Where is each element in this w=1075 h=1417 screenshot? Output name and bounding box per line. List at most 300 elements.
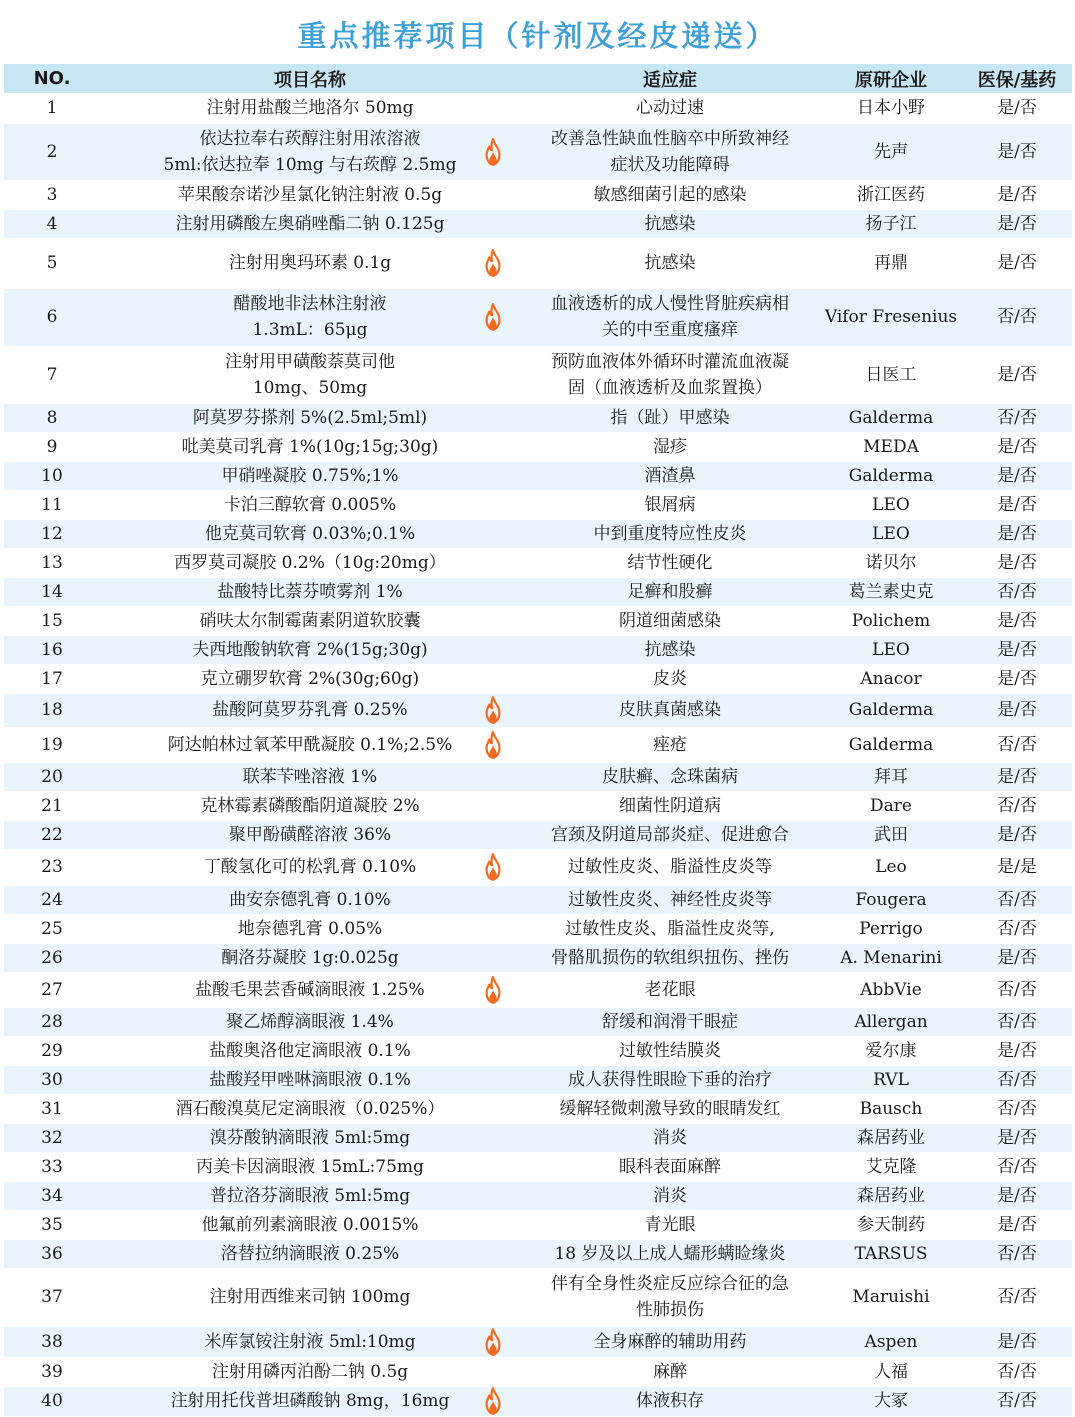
cell-insurance: 是/否 xyxy=(962,238,1072,288)
recommended-projects-table xyxy=(4,64,1072,1417)
cell-no: 22 xyxy=(4,820,100,849)
project-name-line: 5ml:依达拉奉 10mg 与右莰醇 2.5mg xyxy=(163,154,457,175)
cell-insurance: 是/否 xyxy=(962,1036,1072,1065)
indication-line: 青光眼 xyxy=(644,1214,696,1235)
table-row xyxy=(4,972,1072,1007)
cell-project-name xyxy=(100,1152,520,1181)
fire-icon xyxy=(482,303,504,331)
cell-project-name xyxy=(100,606,520,635)
cell-indication xyxy=(520,791,820,820)
cell-no: 7 xyxy=(4,346,100,403)
cell-indication xyxy=(520,1036,820,1065)
cell-no: 20 xyxy=(4,762,100,791)
page-title: 重点推荐项目（针剂及经皮递送） xyxy=(297,19,778,53)
cell-indication xyxy=(520,972,820,1007)
project-name-line: 溴芬酸钠滴眼液 5ml:5mg xyxy=(209,1127,411,1148)
cell-no: 30 xyxy=(4,1065,100,1094)
project-name-line: 聚乙烯醇滴眼液 1.4% xyxy=(226,1011,394,1032)
cell-no: 9 xyxy=(4,432,100,461)
cell-project-name xyxy=(100,727,520,762)
table-row xyxy=(4,1210,1072,1239)
cell-project-name xyxy=(100,1357,520,1386)
cell-project-name xyxy=(100,548,520,577)
cell-indication xyxy=(520,577,820,606)
cell-originator: 大冢 xyxy=(820,1386,962,1416)
cell-indication xyxy=(520,664,820,693)
cell-indication xyxy=(520,1065,820,1094)
cell-originator: LEO xyxy=(820,490,962,519)
table-row xyxy=(4,346,1072,403)
cell-indication xyxy=(520,490,820,519)
cell-no: 34 xyxy=(4,1181,100,1210)
table-row xyxy=(4,885,1072,914)
cell-project-name xyxy=(100,209,520,238)
table-row xyxy=(4,1181,1072,1210)
cell-insurance: 否/否 xyxy=(962,1268,1072,1326)
indication-line: 性肺损伤 xyxy=(636,1300,704,1320)
project-name-line: 注射用西维来司钠 100mg xyxy=(209,1287,411,1307)
project-name-line: 聚甲酚磺醛溶液 36% xyxy=(228,824,392,845)
project-name-line: 米库氯铵注射液 5ml:10mg xyxy=(204,1331,416,1352)
indication-line: 预防血液体外循环时灌流血液凝 xyxy=(551,351,789,372)
project-name-line: 盐酸奥洛他定滴眼液 0.1% xyxy=(209,1040,411,1061)
table-row xyxy=(4,1386,1072,1416)
cell-indication xyxy=(520,849,820,885)
table-row xyxy=(4,820,1072,849)
cell-indication xyxy=(520,548,820,577)
cell-originator: Galderma xyxy=(820,461,962,490)
table-header xyxy=(4,64,1072,93)
indication-line: 成人获得性眼睑下垂的治疗 xyxy=(568,1069,772,1090)
cell-indication xyxy=(520,635,820,664)
cell-insurance: 是/否 xyxy=(962,461,1072,490)
cell-project-name xyxy=(100,577,520,606)
cell-insurance: 是/否 xyxy=(962,943,1072,972)
header-project-name: 项目名称 xyxy=(100,64,520,93)
cell-project-name xyxy=(100,1036,520,1065)
cell-indication xyxy=(520,432,820,461)
cell-insurance: 是/否 xyxy=(962,606,1072,635)
indication-line: 体液积存 xyxy=(636,1391,704,1411)
cell-originator: 再鼎 xyxy=(820,238,962,288)
cell-insurance: 是/否 xyxy=(962,490,1072,519)
cell-project-name xyxy=(100,1326,520,1357)
cell-originator: Fougera xyxy=(820,885,962,914)
cell-originator: RVL xyxy=(820,1065,962,1094)
cell-project-name xyxy=(100,885,520,914)
cell-no: 17 xyxy=(4,664,100,693)
table-row xyxy=(4,238,1072,288)
project-name-line: 盐酸羟甲唑啉滴眼液 0.1% xyxy=(209,1069,411,1090)
indication-line: 阴道细菌感染 xyxy=(619,610,721,631)
cell-originator: Allergan xyxy=(820,1007,962,1036)
cell-no: 3 xyxy=(4,180,100,209)
cell-insurance: 否/否 xyxy=(962,727,1072,762)
cell-insurance: 否/否 xyxy=(962,403,1072,432)
cell-originator: 参天制药 xyxy=(820,1210,962,1239)
cell-indication xyxy=(520,461,820,490)
cell-project-name xyxy=(100,238,520,288)
cell-insurance: 否/否 xyxy=(962,1239,1072,1268)
cell-insurance: 是/否 xyxy=(962,820,1072,849)
cell-insurance: 是/否 xyxy=(962,180,1072,209)
project-name-line: 丙美卡因滴眼液 15mL:75mg xyxy=(196,1156,424,1177)
cell-project-name xyxy=(100,791,520,820)
cell-no: 29 xyxy=(4,1036,100,1065)
indication-line: 过敏性皮炎、神经性皮炎等 xyxy=(568,889,772,910)
cell-project-name xyxy=(100,1386,520,1416)
table-row xyxy=(4,1326,1072,1357)
cell-originator: TARSUS xyxy=(820,1239,962,1268)
cell-originator: Galderma xyxy=(820,693,962,727)
cell-originator: 日本小野 xyxy=(820,93,962,123)
table-row xyxy=(4,762,1072,791)
cell-insurance: 否/否 xyxy=(962,972,1072,1007)
cell-indication xyxy=(520,288,820,346)
table-row xyxy=(4,914,1072,943)
cell-no: 4 xyxy=(4,209,100,238)
cell-no: 6 xyxy=(4,288,100,346)
cell-insurance: 否/否 xyxy=(962,1357,1072,1386)
cell-no: 39 xyxy=(4,1357,100,1386)
header-originator: 原研企业 xyxy=(820,64,962,93)
table-row xyxy=(4,943,1072,972)
cell-insurance: 是/否 xyxy=(962,123,1072,180)
cell-no: 33 xyxy=(4,1152,100,1181)
cell-no: 31 xyxy=(4,1094,100,1123)
cell-project-name xyxy=(100,943,520,972)
cell-originator: Leo xyxy=(820,849,962,885)
indication-line: 舒缓和润滑干眼症 xyxy=(602,1011,738,1032)
indication-line: 酒渣鼻 xyxy=(644,465,696,486)
cell-no: 37 xyxy=(4,1268,100,1326)
indication-line: 痤疮 xyxy=(653,734,687,755)
cell-no: 23 xyxy=(4,849,100,885)
indication-line: 心动过速 xyxy=(636,97,704,118)
table-row xyxy=(4,577,1072,606)
cell-no: 11 xyxy=(4,490,100,519)
cell-originator: 森居药业 xyxy=(820,1181,962,1210)
indication-line: 眼科表面麻醉 xyxy=(619,1156,721,1177)
table-body xyxy=(4,93,1072,1416)
indication-line: 过敏性皮炎、脂溢性皮炎等 xyxy=(568,857,772,877)
project-name-line: 洛替拉纳滴眼液 0.25% xyxy=(220,1243,400,1264)
project-name-line: 盐酸特比萘芬喷雾剂 1% xyxy=(217,581,403,602)
cell-originator: Aspen xyxy=(820,1326,962,1357)
table-row xyxy=(4,791,1072,820)
project-name-line: 阿达帕林过氧苯甲酰凝胶 0.1%;2.5% xyxy=(167,734,453,755)
table-row xyxy=(4,548,1072,577)
indication-line: 症状及功能障碍 xyxy=(610,154,730,175)
cell-insurance: 否/否 xyxy=(962,288,1072,346)
table-row xyxy=(4,1152,1072,1181)
cell-project-name xyxy=(100,1007,520,1036)
cell-no: 15 xyxy=(4,606,100,635)
cell-indication xyxy=(520,1357,820,1386)
indication-line: 湿疹 xyxy=(653,436,687,457)
cell-project-name xyxy=(100,1181,520,1210)
cell-project-name xyxy=(100,123,520,180)
project-name-line: 盐酸阿莫罗芬乳膏 0.25% xyxy=(212,700,408,720)
indication-line: 指（趾）甲感染 xyxy=(610,407,730,428)
cell-no: 26 xyxy=(4,943,100,972)
cell-insurance: 是/否 xyxy=(962,209,1072,238)
cell-project-name xyxy=(100,664,520,693)
cell-project-name xyxy=(100,1210,520,1239)
cell-originator: Maruishi xyxy=(820,1268,962,1326)
project-name-line: 1.3mL：65μg xyxy=(252,320,368,340)
table-row xyxy=(4,727,1072,762)
table-row xyxy=(4,1123,1072,1152)
indication-line: 麻醉 xyxy=(653,1361,687,1382)
cell-indication xyxy=(520,209,820,238)
cell-project-name xyxy=(100,288,520,346)
table-row xyxy=(4,606,1072,635)
cell-no: 24 xyxy=(4,885,100,914)
project-name-line: 硝呋太尔制霉菌素阴道软胶囊 xyxy=(199,610,421,631)
header-insurance: 医保/基药 xyxy=(962,64,1072,93)
project-name-line: 吡美莫司乳膏 1%(10g;15g;30g) xyxy=(181,436,439,457)
cell-no: 10 xyxy=(4,461,100,490)
cell-insurance: 是/否 xyxy=(962,93,1072,123)
fire-icon xyxy=(482,1387,504,1415)
cell-no: 21 xyxy=(4,791,100,820)
table-row xyxy=(4,288,1072,346)
cell-indication xyxy=(520,1152,820,1181)
project-name-line: 酒石酸溴莫尼定滴眼液（0.025%） xyxy=(175,1098,445,1119)
cell-indication xyxy=(520,346,820,403)
cell-no: 19 xyxy=(4,727,100,762)
cell-insurance: 否/否 xyxy=(962,885,1072,914)
cell-insurance: 是/否 xyxy=(962,548,1072,577)
cell-project-name xyxy=(100,1239,520,1268)
table-row xyxy=(4,432,1072,461)
indication-line: 敏感细菌引起的感染 xyxy=(593,184,747,205)
fire-icon xyxy=(482,1328,504,1356)
indication-line: 过敏性结膜炎 xyxy=(619,1040,721,1061)
project-name-line: 甲硝唑凝胶 0.75%;1% xyxy=(221,465,399,486)
cell-insurance: 是/否 xyxy=(962,635,1072,664)
project-name-line: 卡泊三醇软膏 0.005% xyxy=(223,494,397,515)
fire-icon xyxy=(482,731,504,759)
project-name-line: 他克莫司软膏 0.03%;0.1% xyxy=(204,523,416,544)
cell-insurance: 否/否 xyxy=(962,1007,1072,1036)
project-name-line: 克立硼罗软膏 2%(30g;60g) xyxy=(200,668,420,689)
cell-project-name xyxy=(100,346,520,403)
cell-originator: 日医工 xyxy=(820,346,962,403)
indication-line: 抗感染 xyxy=(644,639,696,660)
cell-originator: 人福 xyxy=(820,1357,962,1386)
cell-no: 28 xyxy=(4,1007,100,1036)
cell-no: 18 xyxy=(4,693,100,727)
cell-no: 25 xyxy=(4,914,100,943)
cell-indication xyxy=(520,914,820,943)
project-name-line: 注射用磷酸左奥硝唑酯二钠 0.125g xyxy=(175,213,445,234)
cell-indication xyxy=(520,943,820,972)
cell-insurance: 是/否 xyxy=(962,1326,1072,1357)
indication-line: 全身麻醉的辅助用药 xyxy=(593,1331,747,1352)
indication-line: 银屑病 xyxy=(644,494,696,515)
project-name-line: 注射用盐酸兰地洛尔 50mg xyxy=(206,97,414,118)
cell-originator: LEO xyxy=(820,635,962,664)
table-row xyxy=(4,1268,1072,1326)
project-name-line: 注射用甲磺酸萘莫司他 xyxy=(225,351,395,372)
project-name-line: 依达拉奉右莰醇注射用浓溶液 xyxy=(199,128,421,149)
indication-line: 关的中至重度瘙痒 xyxy=(602,320,738,340)
cell-originator: 浙江医药 xyxy=(820,180,962,209)
indication-line: 过敏性皮炎、脂溢性皮炎等, xyxy=(565,918,775,939)
fire-icon xyxy=(482,696,504,724)
cell-indication xyxy=(520,820,820,849)
table-row xyxy=(4,403,1072,432)
cell-originator: 扬子江 xyxy=(820,209,962,238)
indication-line: 18 岁及以上成人蠕形螨睑缘炎 xyxy=(554,1243,786,1264)
cell-project-name xyxy=(100,693,520,727)
indication-line: 细菌性阴道病 xyxy=(619,795,721,816)
cell-indication xyxy=(520,727,820,762)
cell-insurance: 否/否 xyxy=(962,791,1072,820)
table-row xyxy=(4,461,1072,490)
table-row xyxy=(4,693,1072,727)
project-name-line: 丁酸氢化可的松乳膏 0.10% xyxy=(203,857,417,877)
project-name-line: 曲安奈德乳膏 0.10% xyxy=(229,889,391,910)
cell-project-name xyxy=(100,403,520,432)
cell-originator: MEDA xyxy=(820,432,962,461)
cell-no: 1 xyxy=(4,93,100,123)
indication-line: 改善急性缺血性脑卒中所致神经 xyxy=(551,128,789,149)
cell-originator: 武田 xyxy=(820,820,962,849)
cell-indication xyxy=(520,693,820,727)
cell-originator: LEO xyxy=(820,519,962,548)
cell-no: 40 xyxy=(4,1386,100,1416)
cell-originator: Bausch xyxy=(820,1094,962,1123)
fire-icon xyxy=(482,976,504,1004)
cell-originator: 爱尔康 xyxy=(820,1036,962,1065)
cell-indication xyxy=(520,762,820,791)
cell-no: 35 xyxy=(4,1210,100,1239)
indication-line: 皮肤癣、念珠菌病 xyxy=(602,766,738,787)
cell-project-name xyxy=(100,820,520,849)
cell-project-name xyxy=(100,1065,520,1094)
indication-line: 抗感染 xyxy=(644,213,696,234)
fire-icon xyxy=(482,853,504,881)
cell-originator: Galderma xyxy=(820,403,962,432)
cell-insurance: 是/否 xyxy=(962,519,1072,548)
project-name-line: 地奈德乳膏 0.05% xyxy=(237,918,383,939)
cell-insurance: 是/否 xyxy=(962,664,1072,693)
table-row xyxy=(4,519,1072,548)
table-row xyxy=(4,1007,1072,1036)
cell-indication xyxy=(520,1123,820,1152)
cell-indication xyxy=(520,403,820,432)
cell-indication xyxy=(520,1007,820,1036)
cell-no: 8 xyxy=(4,403,100,432)
cell-insurance: 是/否 xyxy=(962,1123,1072,1152)
cell-insurance: 否/否 xyxy=(962,1152,1072,1181)
fire-icon xyxy=(482,138,504,166)
cell-no: 14 xyxy=(4,577,100,606)
cell-project-name xyxy=(100,914,520,943)
cell-indication xyxy=(520,1181,820,1210)
cell-originator: Vifor Fresenius xyxy=(820,288,962,346)
project-name-line: 夫西地酸钠软膏 2%(15g;30g) xyxy=(192,639,428,660)
cell-originator: 诺贝尔 xyxy=(820,548,962,577)
cell-originator: 先声 xyxy=(820,123,962,180)
cell-originator: Anacor xyxy=(820,664,962,693)
cell-no: 2 xyxy=(4,123,100,180)
project-name-line: 联苯苄唑溶液 1% xyxy=(242,766,378,787)
cell-project-name xyxy=(100,849,520,885)
cell-originator: 葛兰素史克 xyxy=(820,577,962,606)
cell-originator: Perrigo xyxy=(820,914,962,943)
cell-insurance: 否/否 xyxy=(962,914,1072,943)
cell-indication xyxy=(520,93,820,123)
project-name-line: 注射用奥玛环素 0.1g xyxy=(228,253,392,273)
cell-originator: A. Menarini xyxy=(820,943,962,972)
cell-insurance: 是/否 xyxy=(962,1181,1072,1210)
table-row xyxy=(4,635,1072,664)
cell-insurance: 是/否 xyxy=(962,346,1072,403)
table-row xyxy=(4,1239,1072,1268)
cell-project-name xyxy=(100,972,520,1007)
cell-insurance: 是/否 xyxy=(962,1210,1072,1239)
indication-line: 宫颈及阴道局部炎症、促进愈合 xyxy=(551,824,789,845)
cell-insurance: 否/否 xyxy=(962,1386,1072,1416)
cell-indication xyxy=(520,1239,820,1268)
table-row xyxy=(4,1357,1072,1386)
cell-indication xyxy=(520,1094,820,1123)
table-row xyxy=(4,849,1072,885)
cell-no: 12 xyxy=(4,519,100,548)
cell-insurance: 否/否 xyxy=(962,1094,1072,1123)
table-row xyxy=(4,664,1072,693)
table-row xyxy=(4,209,1072,238)
cell-originator: Dare xyxy=(820,791,962,820)
cell-no: 32 xyxy=(4,1123,100,1152)
cell-no: 36 xyxy=(4,1239,100,1268)
indication-line: 老花眼 xyxy=(644,979,696,1000)
table-row xyxy=(4,93,1072,123)
cell-indication xyxy=(520,885,820,914)
cell-project-name xyxy=(100,1094,520,1123)
cell-insurance: 否/否 xyxy=(962,577,1072,606)
indication-line: 抗感染 xyxy=(644,253,696,273)
indication-line: 消炎 xyxy=(653,1127,687,1148)
cell-project-name xyxy=(100,490,520,519)
indication-line: 皮肤真菌感染 xyxy=(619,700,721,720)
cell-indication xyxy=(520,1386,820,1416)
cell-originator: 森居药业 xyxy=(820,1123,962,1152)
cell-indication xyxy=(520,1268,820,1326)
cell-insurance: 否/否 xyxy=(962,1065,1072,1094)
cell-project-name xyxy=(100,180,520,209)
indication-line: 足癣和股癣 xyxy=(627,581,713,602)
indication-line: 伴有全身性炎症反应综合征的急 xyxy=(551,1274,789,1294)
cell-indication xyxy=(520,606,820,635)
cell-originator: AbbVie xyxy=(820,972,962,1007)
cell-no: 13 xyxy=(4,548,100,577)
table-header-row xyxy=(4,64,1072,93)
table-row xyxy=(4,1094,1072,1123)
cell-project-name xyxy=(100,432,520,461)
project-name-line: 盐酸毛果芸香碱滴眼液 1.25% xyxy=(195,979,425,1000)
cell-project-name xyxy=(100,1268,520,1326)
indication-line: 中到重度特应性皮炎 xyxy=(593,523,747,544)
project-name-line: 克林霉素磷酸酯阴道凝胶 2% xyxy=(200,795,420,816)
project-name-line: 醋酸地非法林注射液 xyxy=(233,294,387,314)
table-row xyxy=(4,1036,1072,1065)
indication-line: 结节性硬化 xyxy=(627,552,713,573)
